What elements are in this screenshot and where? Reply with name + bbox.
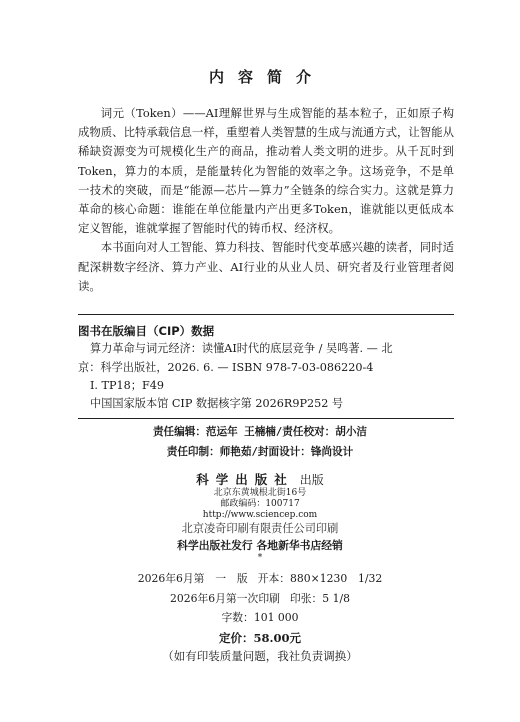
cip-line-title: 算力革命与词元经济：读懂AI时代的底层竞争 / 吴鸣著. — 北 xyxy=(90,342,393,356)
staff-line-editors: 责任编辑：范运年 王楠楠/责任校对：胡小洁 xyxy=(152,426,368,438)
cip-line-classification: Ⅰ. TP18；F49 xyxy=(90,378,164,392)
cip-line-publisher: 京：科学出版社，2026. 6. — ISBN 978-7-03-086220-4 xyxy=(78,360,374,374)
edition-text: 2026年6月第 一 版 xyxy=(137,572,248,585)
sheets-text: 印张：5 1/8 xyxy=(289,592,350,605)
summary-section xyxy=(78,104,454,296)
divider-bottom xyxy=(78,418,454,419)
printer-line: 北京凌奇印刷有限责任公司印刷 xyxy=(181,522,339,535)
quality-notice: （如有印装质量问题，我社负责调换） xyxy=(162,649,358,663)
separator-asterisk: * xyxy=(257,553,263,563)
printing-text: 2026年6月第一次印刷 xyxy=(169,592,280,605)
summary-paragraph-2: 本书面向对人工智能、算力科技、智能时代变革感兴趣的读者，同时适配深耕数字经济、算力产业、AI行业的从业人员、研究者及行业管理者阅读。 xyxy=(78,240,454,293)
cip-heading: 图书在版编目（CIP）数据 xyxy=(78,324,215,338)
publisher-address: 北京东黄城根北街16号 xyxy=(213,488,307,498)
format-text: 开本：880×1230 1/32 xyxy=(257,572,383,585)
page-title: 内容简介 xyxy=(208,68,325,86)
cip-block xyxy=(78,322,454,413)
publisher-logo: 科学出版社 xyxy=(196,472,294,487)
spec-line-edition xyxy=(0,570,520,588)
spec-line-printing xyxy=(0,590,520,608)
publisher-suffix: 出版 xyxy=(299,473,324,487)
divider-top xyxy=(78,314,454,315)
summary-paragraph-1: 词元（Token）——AI理解世界与生成智能的基本粒子，正如原子构成物质、比特承载信息一样，重塑着人类智慧的生成与流通方式，让智能从稀缺资源变为可规模化生产的商品，推动着人类文明的进步。从千瓦时到Token，算力的本质，是能量转化为智能的效率之争。这场竞争，不是单一技术的突破，而是“能源—芯片—算力”全链条的综合实力。这就是算力革命的核心命题：谁能在单位能量内产出更多Token，谁就能以更低成本定义智能，谁就掌握了智能时代的铸币权、经济权。 xyxy=(78,106,454,236)
price-line: 定价：58.00元 xyxy=(218,631,301,645)
spec-line-words: 字数：101 000 xyxy=(221,611,299,624)
cip-line-record: 中国国家版本馆 CIP 数据核字第 2026R9P252 号 xyxy=(90,397,344,411)
distribution-line: 科学出版社发行 各地新华书店经销 xyxy=(177,539,343,552)
publisher-imprint xyxy=(0,470,520,488)
publisher-url: http://www.sciencep.com xyxy=(202,510,318,520)
publisher-postcode: 邮政编码：100717 xyxy=(220,499,300,509)
staff-line-production: 责任印制：师艳茹/封面设计：锋尚设计 xyxy=(166,446,354,458)
